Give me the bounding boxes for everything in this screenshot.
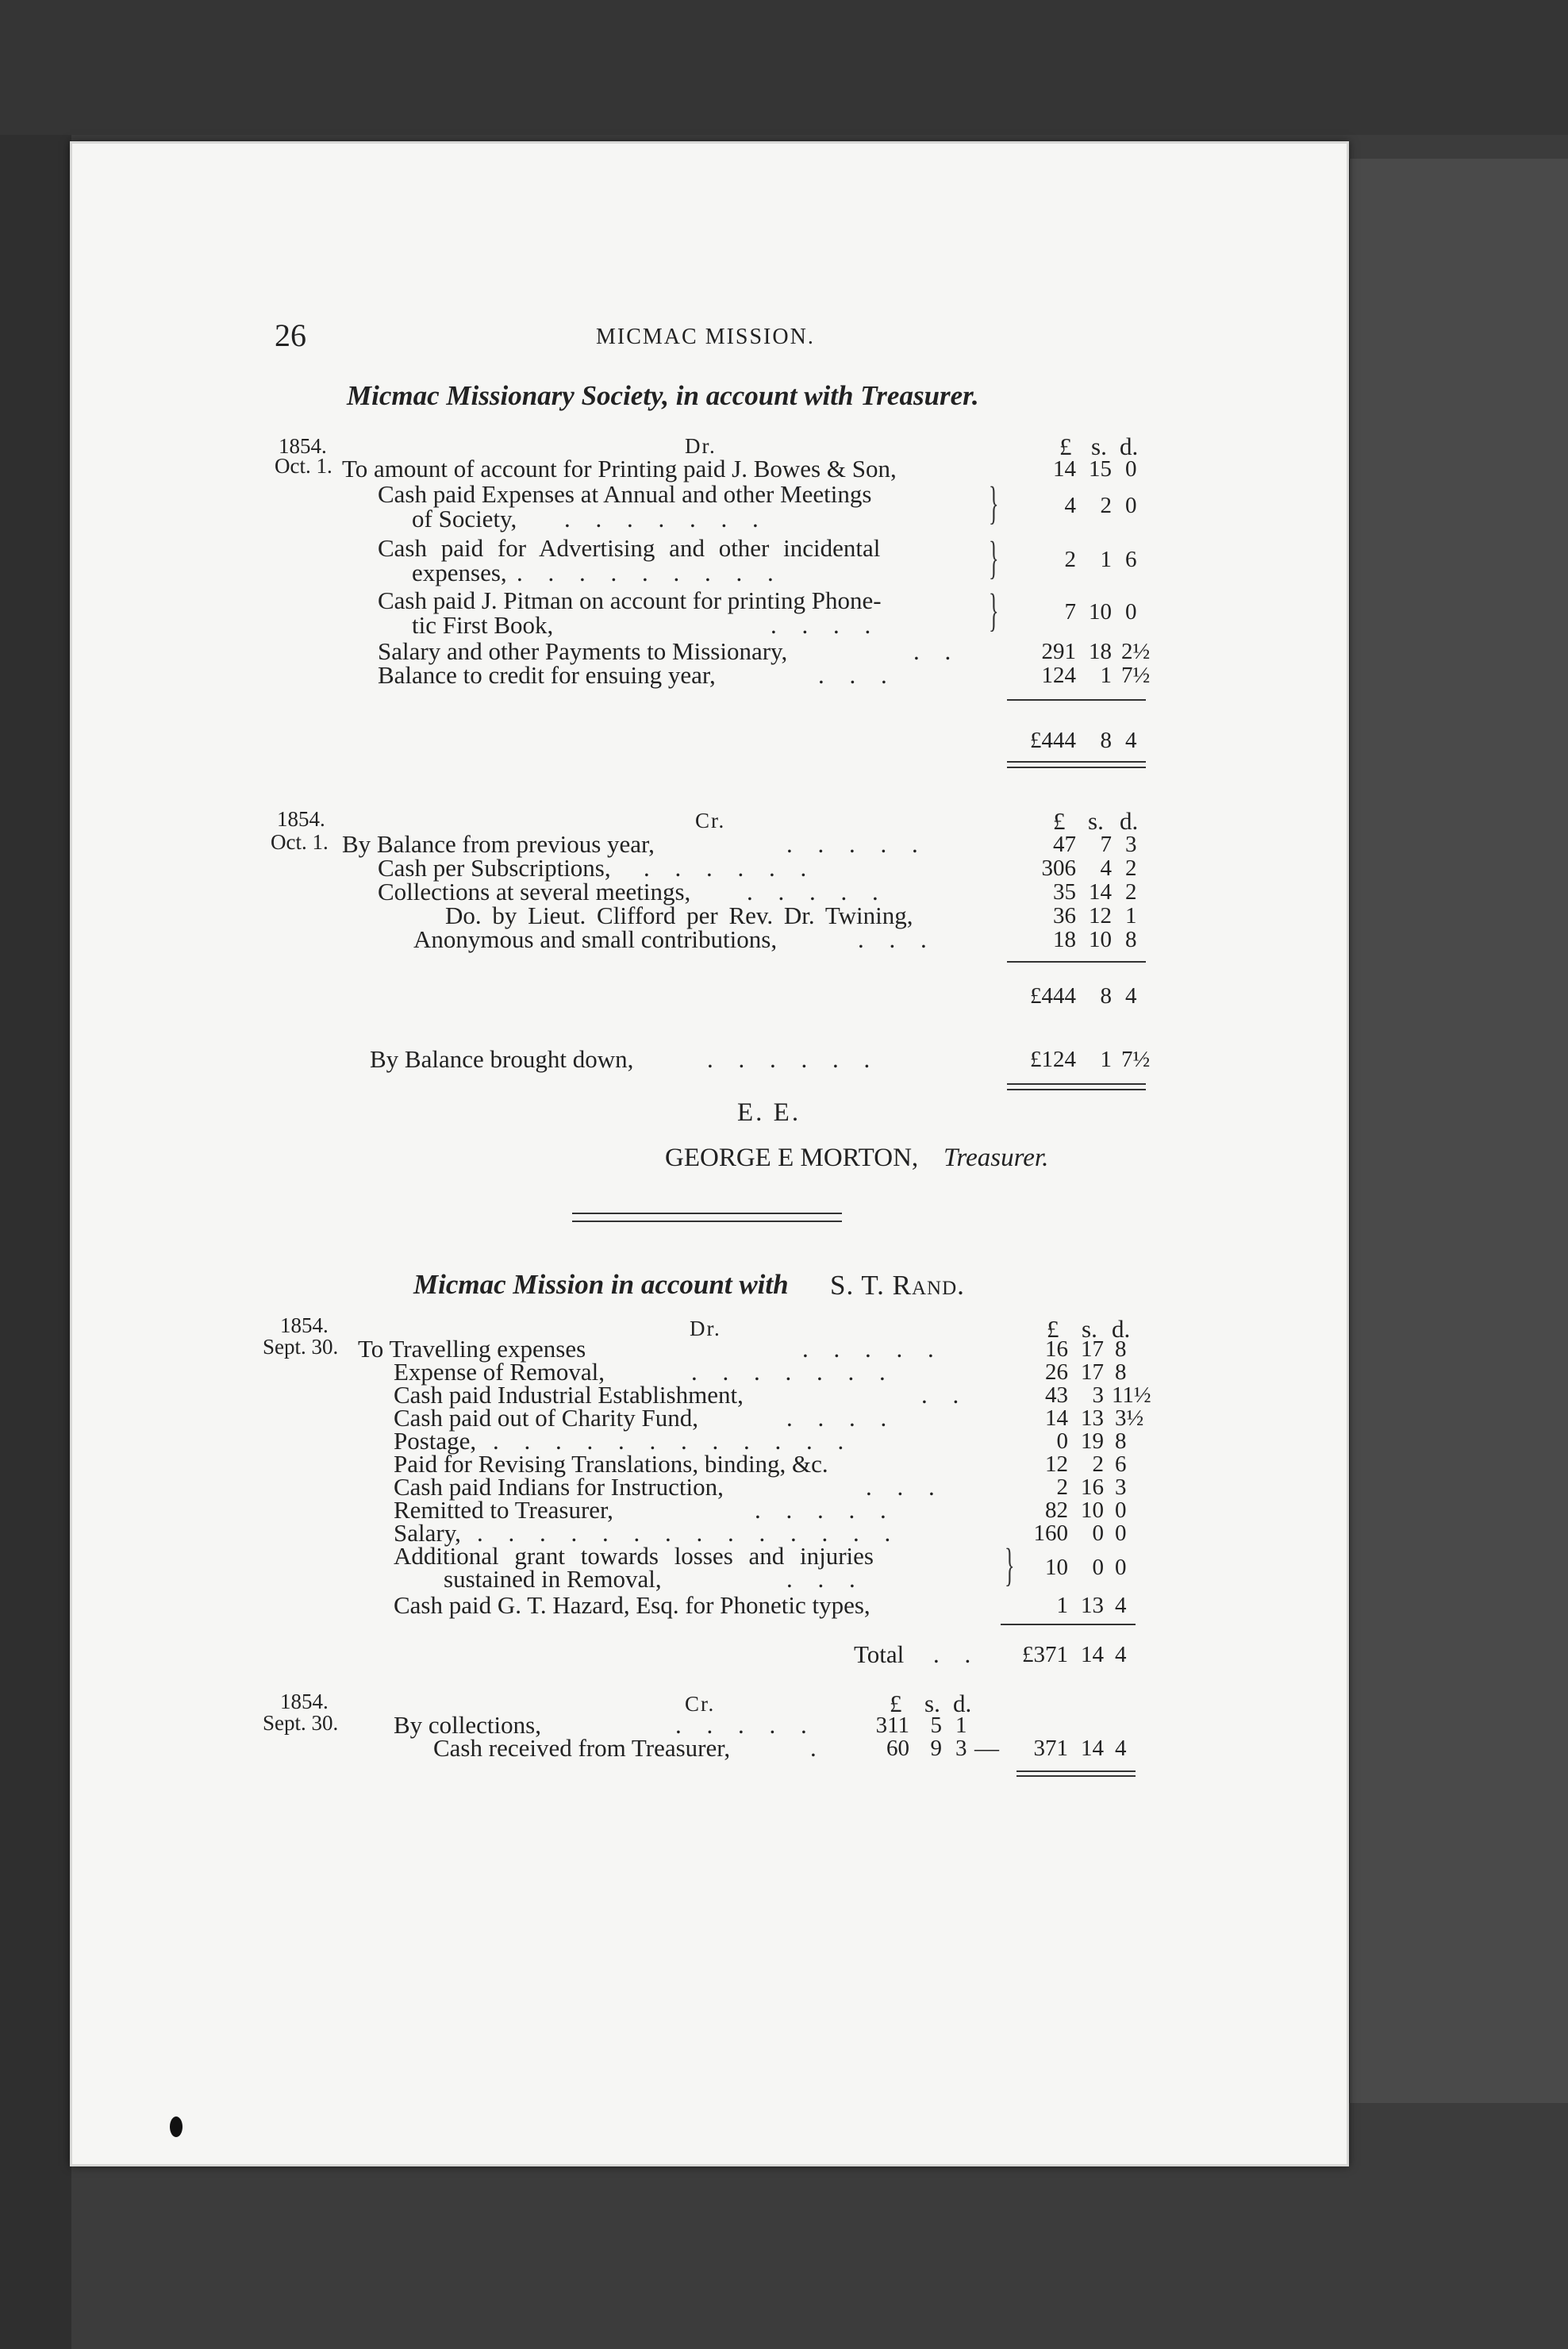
ledger-entry-text: Cash paid for Advertising and other incidental xyxy=(378,534,881,562)
double-rule xyxy=(1017,1770,1136,1772)
ledger-pence: 8 xyxy=(1125,927,1137,952)
ledger-shillings: 10 xyxy=(1089,599,1112,625)
ledger-pounds: 60 xyxy=(886,1736,909,1761)
leader-dots: . . . . . xyxy=(675,1711,817,1739)
leader-dots: . . . . . . xyxy=(644,854,817,882)
total-shillings: 8 xyxy=(1100,728,1112,753)
double-rule xyxy=(1007,1083,1146,1085)
ledger-pence: 1 xyxy=(955,1713,967,1738)
ledger-pounds: 1 xyxy=(1056,1593,1068,1618)
cr-heading: Cr. xyxy=(695,809,726,832)
ink-speck xyxy=(170,2116,183,2137)
section1-title: Micmac Missionary Society, in account with Treasurer. xyxy=(347,380,979,411)
book-cover-edge xyxy=(1345,159,1568,2103)
leader-dots: . . . . . xyxy=(802,1335,943,1363)
ledger-pounds: 43 xyxy=(1045,1382,1068,1408)
scan-background-left xyxy=(0,0,71,2349)
ledger-entry-text: Postage, xyxy=(394,1427,477,1455)
running-title: MICMAC MISSION. xyxy=(596,325,815,349)
ledger-shillings: 1 xyxy=(1100,663,1112,688)
ledger-pounds: 291 xyxy=(1041,639,1076,664)
leader-dots: . . . . xyxy=(771,611,881,639)
col-shillings: s. xyxy=(1088,807,1104,835)
ledger-entry-text: By collections, xyxy=(394,1711,541,1739)
col-pound: £ xyxy=(1047,1315,1059,1343)
col-pound: £ xyxy=(890,1690,902,1717)
ledger-entry-text: To amount of account for Printing paid J. Bowes & Son, xyxy=(342,455,897,482)
ledger-entry-text: Salary, xyxy=(394,1519,461,1547)
ledger-shillings: 0 xyxy=(1092,1521,1104,1546)
leader-dots: . . . xyxy=(866,1473,944,1501)
leader-dots: . . xyxy=(913,637,961,665)
ledger-entry-text: Paid for Revising Translations, binding, &c. xyxy=(394,1450,828,1478)
brace-symbol: } xyxy=(989,584,999,636)
ledger-pounds: £124 xyxy=(1030,1047,1076,1072)
ledger-pounds: 14 xyxy=(1045,1405,1068,1431)
ledger-pounds: 26 xyxy=(1045,1359,1068,1385)
ledger-entry-text: Cash received from Treasurer, xyxy=(433,1734,731,1762)
section-divider xyxy=(572,1213,842,1214)
total-shillings: 14 xyxy=(1081,1642,1104,1667)
ledger-shillings: 2 xyxy=(1100,493,1112,518)
dr-year: 1854. xyxy=(279,434,327,458)
ledger-entry-text: Cash paid Industrial Establishment, xyxy=(394,1381,744,1409)
ledger-pence: 11½ xyxy=(1112,1382,1151,1408)
ledger-pence: 2½ xyxy=(1121,639,1151,664)
dr-date: Sept. 30. xyxy=(263,1335,339,1359)
ledger-shillings: 2 xyxy=(1092,1451,1104,1477)
ledger-entry-text-cont: expenses, xyxy=(412,559,507,586)
ledger-pounds: 16 xyxy=(1045,1336,1068,1362)
ledger-entry-text: Cash paid out of Charity Fund, xyxy=(394,1404,699,1432)
leader-dots: . . xyxy=(933,1640,981,1668)
ledger-pence: 2 xyxy=(1125,879,1137,905)
leader-dots: . . . . . . xyxy=(707,1045,880,1073)
ledger-entry-text: Additional grant towards losses and injuries xyxy=(394,1542,874,1570)
ledger-pounds: 47 xyxy=(1053,832,1076,857)
ledger-shillings: 10 xyxy=(1081,1497,1104,1523)
col-pound: £ xyxy=(1059,433,1072,460)
ledger-shillings: 9 xyxy=(930,1736,942,1761)
document-page xyxy=(70,141,1349,2166)
col-pence: d. xyxy=(1120,433,1139,460)
ledger-shillings: 7 xyxy=(1100,832,1112,857)
ledger-entry-text: Expense of Removal, xyxy=(394,1358,605,1386)
ledger-pence: 7½ xyxy=(1121,663,1151,688)
ledger-pounds: 2 xyxy=(1064,547,1076,572)
ledger-shillings: 16 xyxy=(1081,1474,1104,1500)
carried-pounds: 371 xyxy=(1033,1736,1068,1761)
leader-dots: . . . . xyxy=(786,1404,897,1432)
cr-year: 1854. xyxy=(280,1690,329,1713)
ledger-shillings: 13 xyxy=(1081,1405,1104,1431)
scan-background-top xyxy=(0,0,1568,135)
leader-dots: . . . xyxy=(818,661,897,689)
ledger-shillings: 0 xyxy=(1092,1555,1104,1580)
ledger-shillings: 3 xyxy=(1092,1382,1104,1408)
ledger-pounds: 7 xyxy=(1064,599,1076,625)
cr-date: Sept. 30. xyxy=(263,1711,339,1735)
carried-shillings: 14 xyxy=(1081,1736,1104,1761)
ledger-pounds: 306 xyxy=(1041,855,1076,881)
dr-year: 1854. xyxy=(280,1313,329,1337)
leader-dots: . . . . . . . . . xyxy=(517,559,783,586)
ledger-shillings: 12 xyxy=(1089,903,1112,928)
ledger-pence: 7½ xyxy=(1121,1047,1151,1072)
ledger-pence: 6 xyxy=(1125,547,1137,572)
double-rule xyxy=(1017,1775,1136,1777)
ledger-entry-text: Cash per Subscriptions, xyxy=(378,854,611,882)
ledger-pounds: 124 xyxy=(1041,663,1076,688)
total-pounds: £444 xyxy=(1030,728,1076,753)
ledger-shillings: 19 xyxy=(1081,1428,1104,1454)
ledger-entry-text: Do. by Lieut. Clifford per Rev. Dr. Twining, xyxy=(445,902,913,929)
total-label: Total xyxy=(854,1640,905,1668)
col-pound: £ xyxy=(1053,807,1066,835)
ledger-pounds: 10 xyxy=(1045,1555,1068,1580)
ledger-entry-text: Cash paid G. T. Hazard, Esq. for Phonetic types, xyxy=(394,1591,870,1619)
ledger-pence: 0 xyxy=(1115,1555,1127,1580)
page-number: 26 xyxy=(275,317,306,353)
leader-dots: . . . . . . . xyxy=(691,1358,895,1386)
ledger-entry-text: Anonymous and small contributions, xyxy=(413,925,778,953)
ledger-shillings: 5 xyxy=(930,1713,942,1738)
ledger-entry-text: Cash paid Expenses at Annual and other Meetings xyxy=(378,480,872,508)
leader-dots: . . . . . xyxy=(755,1496,896,1524)
ledger-entry-text: Remitted to Treasurer, xyxy=(394,1496,613,1524)
ledger-pence: 6 xyxy=(1115,1451,1127,1477)
col-shillings: s. xyxy=(1082,1315,1097,1343)
cr-heading: Cr. xyxy=(685,1692,716,1716)
ledger-pounds: 14 xyxy=(1053,456,1076,482)
ledger-pence: 3½ xyxy=(1115,1405,1144,1431)
total-pence: 4 xyxy=(1125,728,1137,753)
ledger-pence: 2 xyxy=(1125,855,1137,881)
ledger-pence: 0 xyxy=(1115,1521,1127,1546)
carry-dash: — xyxy=(974,1734,999,1762)
sum-rule xyxy=(1007,961,1146,963)
ledger-entry-text: Cash paid Indians for Instruction, xyxy=(394,1473,724,1501)
double-rule xyxy=(1007,761,1146,763)
total-pence: 4 xyxy=(1115,1642,1127,1667)
total-pence: 4 xyxy=(1125,983,1137,1009)
ledger-pence: 8 xyxy=(1115,1428,1127,1454)
ledger-pounds: 2 xyxy=(1056,1474,1068,1500)
double-rule xyxy=(1007,767,1146,768)
dr-heading: Dr. xyxy=(690,1317,721,1340)
ledger-pounds: 160 xyxy=(1033,1521,1068,1546)
ledger-entry-text: Collections at several meetings, xyxy=(378,878,691,905)
balance-down-text: By Balance brought down, xyxy=(370,1045,634,1073)
ledger-pounds: 82 xyxy=(1045,1497,1068,1523)
leader-dots: . . . xyxy=(858,925,936,953)
ledger-pence: 3 xyxy=(1115,1474,1127,1500)
ledger-pounds: 12 xyxy=(1045,1451,1068,1477)
signature-role: Treasurer. xyxy=(943,1144,1049,1172)
cr-date: Oct. 1. xyxy=(271,830,329,854)
ledger-shillings: 17 xyxy=(1081,1359,1104,1385)
brace-symbol: } xyxy=(989,532,999,583)
section2-title-italic: Micmac Mission in account with xyxy=(413,1269,789,1300)
section-divider xyxy=(572,1221,842,1222)
leader-dots: . . . . . . . . . . . . xyxy=(493,1427,854,1455)
ledger-pounds: 18 xyxy=(1053,927,1076,952)
double-rule xyxy=(1007,1089,1146,1090)
ledger-pence: 3 xyxy=(1125,832,1137,857)
ledger-pence: 8 xyxy=(1115,1359,1127,1385)
ledger-pence: 0 xyxy=(1125,493,1137,518)
ledger-pence: 0 xyxy=(1115,1497,1127,1523)
ledger-pounds: 0 xyxy=(1056,1428,1068,1454)
sum-rule xyxy=(1001,1624,1136,1625)
ee-mark: E. E. xyxy=(737,1098,801,1127)
dr-date: Oct. 1. xyxy=(275,454,332,478)
ledger-pounds: 36 xyxy=(1053,903,1076,928)
ledger-entry-text: Balance to credit for ensuing year, xyxy=(378,661,716,689)
leader-dots: . . . . . xyxy=(786,830,928,858)
ledger-entry-text: To Travelling expenses xyxy=(358,1335,586,1363)
col-shillings: s. xyxy=(924,1690,940,1717)
ledger-pence: 3 xyxy=(955,1736,967,1761)
leader-dots: . xyxy=(810,1734,817,1762)
leader-dots: . . . . . . . xyxy=(564,505,768,532)
ledger-entry-text-cont: sustained in Removal, xyxy=(444,1565,662,1593)
ledger-pence: 8 xyxy=(1115,1336,1127,1362)
ledger-shillings: 4 xyxy=(1100,855,1112,881)
total-pounds: £371 xyxy=(1022,1642,1068,1667)
ledger-pounds: 35 xyxy=(1053,879,1076,905)
signature-name: GEORGE E MORTON, xyxy=(665,1144,919,1172)
ledger-pence: 4 xyxy=(1115,1593,1127,1618)
dr-heading: Dr. xyxy=(685,434,717,458)
total-shillings: 8 xyxy=(1100,983,1112,1009)
col-pence: d. xyxy=(953,1690,972,1717)
ledger-entry-text: Cash paid J. Pitman on account for printing Phone- xyxy=(378,586,882,614)
cr-year: 1854. xyxy=(277,807,325,831)
ledger-entry-text: Salary and other Payments to Missionary, xyxy=(378,637,788,665)
ledger-shillings: 18 xyxy=(1089,639,1112,664)
brace-symbol: } xyxy=(989,477,999,529)
ledger-shillings: 15 xyxy=(1089,456,1112,482)
ledger-shillings: 14 xyxy=(1089,879,1112,905)
ledger-pounds: 4 xyxy=(1064,493,1076,518)
ledger-pounds: 311 xyxy=(875,1713,909,1738)
col-pence: d. xyxy=(1112,1315,1131,1343)
leader-dots: . . xyxy=(921,1381,969,1409)
section2-title-name: S. T. Rand. xyxy=(830,1270,965,1301)
ledger-pence: 0 xyxy=(1125,456,1137,482)
ledger-pence: 0 xyxy=(1125,599,1137,625)
ledger-shillings: 13 xyxy=(1081,1593,1104,1618)
col-pence: d. xyxy=(1120,807,1139,835)
leader-dots: . . . . . . . . . . . . . . xyxy=(477,1519,901,1547)
col-shillings: s. xyxy=(1091,433,1107,460)
leader-dots: . . . . . xyxy=(747,878,888,905)
brace-symbol: } xyxy=(1005,1539,1015,1590)
ledger-shillings: 1 xyxy=(1100,547,1112,572)
ledger-entry-text-cont: of Society, xyxy=(412,505,517,532)
ledger-entry-text-cont: tic First Book, xyxy=(412,611,554,639)
sum-rule xyxy=(1007,699,1146,701)
ledger-pence: 1 xyxy=(1125,903,1137,928)
ledger-shillings: 17 xyxy=(1081,1336,1104,1362)
total-pounds: £444 xyxy=(1030,983,1076,1009)
leader-dots: . . . xyxy=(786,1565,865,1593)
ledger-entry-text: By Balance from previous year, xyxy=(342,830,655,858)
ledger-shillings: 1 xyxy=(1100,1047,1112,1072)
carried-pence: 4 xyxy=(1115,1736,1127,1761)
ledger-shillings: 10 xyxy=(1089,927,1112,952)
